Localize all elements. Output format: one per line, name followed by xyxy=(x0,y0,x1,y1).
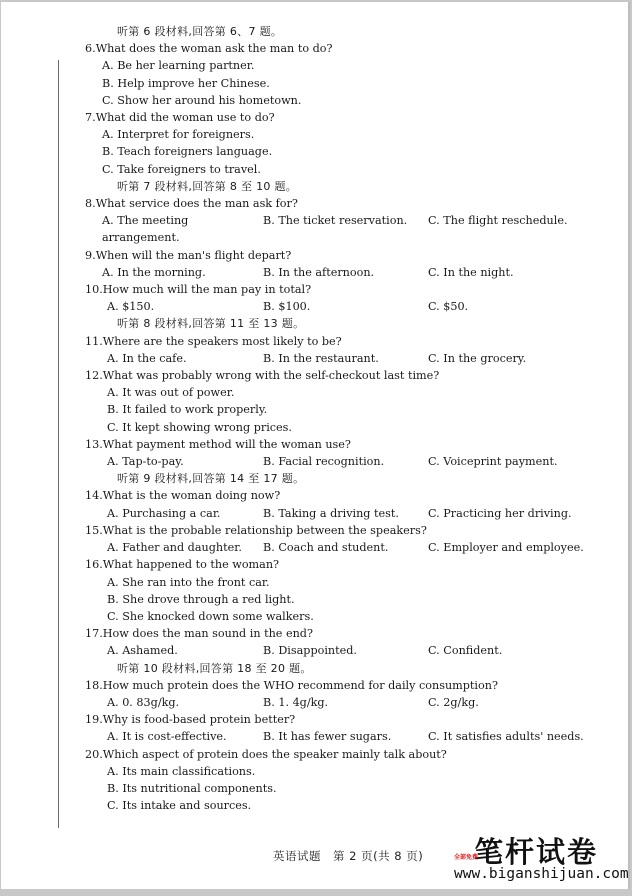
question-18 xyxy=(85,677,605,711)
option-b: B. Coach and student. xyxy=(263,541,389,555)
question-number: 18. xyxy=(85,678,103,692)
question-19 xyxy=(85,711,605,745)
option-b: B. Its nutritional components. xyxy=(107,781,277,795)
question-number: 15. xyxy=(85,523,103,537)
option-a: A. It is cost-effective. xyxy=(107,730,227,744)
option-a: A. It was out of power. xyxy=(107,386,235,400)
option-a: A. The meeting arrangement. xyxy=(102,214,189,245)
question-number: 10. xyxy=(85,283,103,297)
question-16 xyxy=(85,556,605,625)
question-number: 20. xyxy=(85,747,103,761)
option-c: C. Show her around his hometown. xyxy=(102,93,302,107)
option-b: B. She drove through a red light. xyxy=(107,592,295,606)
option-a: A. Father and daughter. xyxy=(107,541,242,555)
option-a: A. $150. xyxy=(107,300,155,314)
option-a: A. Its main classifications. xyxy=(107,764,256,778)
option-c: C. Practicing her driving. xyxy=(428,506,572,520)
question-text: What does the woman ask the man to do? xyxy=(95,42,333,56)
question-13 xyxy=(85,436,605,470)
option-a: A. In the morning. xyxy=(102,265,206,279)
option-b: B. Help improve her Chinese. xyxy=(102,76,270,90)
question-text: Which aspect of protein does the speaker mainly talk about? xyxy=(102,747,447,761)
option-a: A. Tap-to-pay. xyxy=(107,455,184,469)
option-c: C. Take foreigners to travel. xyxy=(102,162,261,176)
option-c: C. Employer and employee. xyxy=(428,541,584,555)
question-text: Where are the speakers most likely to be? xyxy=(102,334,342,348)
question-number: 8. xyxy=(85,197,96,211)
question-text: What is the woman doing now? xyxy=(102,489,281,503)
question-6 xyxy=(85,40,605,109)
option-c: C. In the night. xyxy=(428,265,514,279)
question-text: What was probably wrong with the self-checkout last time? xyxy=(102,369,440,383)
question-15 xyxy=(85,522,605,556)
question-9 xyxy=(85,247,605,281)
question-text: Why is food-based protein better? xyxy=(102,713,296,727)
option-a: A. Purchasing a car. xyxy=(107,506,221,520)
question-12 xyxy=(85,367,605,436)
watermark-url: www.biganshijuan.com xyxy=(454,866,629,882)
option-c: C. The flight reschedule. xyxy=(428,214,568,228)
question-number: 17. xyxy=(85,627,103,641)
section-heading: 听第 7 段材料,回答第 8 至 10 题。 xyxy=(117,179,298,193)
option-c: C. In the grocery. xyxy=(428,351,527,365)
question-number: 14. xyxy=(85,489,103,503)
question-text: How much protein does the WHO recommend for daily consumption? xyxy=(102,678,498,692)
question-11 xyxy=(85,333,605,367)
option-b: B. The ticket reservation. xyxy=(263,214,408,228)
watermark-logo xyxy=(454,830,629,890)
question-17 xyxy=(85,625,605,659)
section-heading: 听第 8 段材料,回答第 11 至 13 题。 xyxy=(117,317,305,331)
option-c: C. Voiceprint payment. xyxy=(428,455,558,469)
option-b: B. It has fewer sugars. xyxy=(263,730,392,744)
question-number: 9. xyxy=(85,248,96,262)
question-text: What service does the man ask for? xyxy=(95,197,298,211)
watermark-title: 笔杆试卷 xyxy=(474,835,599,869)
listening-questions xyxy=(85,23,605,814)
option-b: B. In the restaurant. xyxy=(263,351,379,365)
question-text: What is the probable relationship between the speakers? xyxy=(102,523,427,537)
question-number: 13. xyxy=(85,437,103,451)
option-a: A. She ran into the front car. xyxy=(107,575,270,589)
option-c: C. Its intake and sources. xyxy=(107,799,252,813)
section-heading: 听第 9 段材料,回答第 14 至 17 题。 xyxy=(117,472,305,486)
option-b: B. Teach foreigners language. xyxy=(102,145,273,159)
option-a: A. Interpret for foreigners. xyxy=(102,128,255,142)
option-a: A. 0. 83g/kg. xyxy=(107,695,180,709)
option-b: B. It failed to work properly. xyxy=(107,403,268,417)
question-text: How much will the man pay in total? xyxy=(102,283,312,297)
question-number: 12. xyxy=(85,369,103,383)
option-b: B. Facial recognition. xyxy=(263,455,385,469)
option-b: B. Disappointed. xyxy=(263,644,357,658)
option-c: C. $50. xyxy=(428,300,469,314)
section-heading: 听第 10 段材料,回答第 18 至 20 题。 xyxy=(117,661,312,675)
option-c: C. Confident. xyxy=(428,644,503,658)
question-20 xyxy=(85,746,605,815)
option-c: C. She knocked down some walkers. xyxy=(107,609,314,623)
question-number: 11. xyxy=(85,334,103,348)
question-8 xyxy=(85,195,605,247)
option-a: A. Ashamed. xyxy=(107,644,178,658)
question-number: 7. xyxy=(85,111,96,125)
question-text: What payment method will the woman use? xyxy=(102,437,351,451)
binding-margin-line xyxy=(58,60,59,828)
question-14 xyxy=(85,487,605,521)
question-10 xyxy=(85,281,605,315)
option-a: A. Be her learning partner. xyxy=(102,59,255,73)
option-b: B. 1. 4g/kg. xyxy=(263,695,329,709)
option-c: C. It satisfies adults' needs. xyxy=(428,730,584,744)
question-text: When will the man's flight depart? xyxy=(95,248,292,262)
section-heading: 听第 6 段材料,回答第 6、7 题。 xyxy=(117,25,283,38)
watermark-tag: 全部免费 xyxy=(454,854,479,861)
question-number: 16. xyxy=(85,558,103,572)
exam-page xyxy=(1,2,630,889)
option-c: C. 2g/kg. xyxy=(428,695,479,709)
question-text: What happened to the woman? xyxy=(102,558,280,572)
option-b: B. Taking a driving test. xyxy=(263,506,399,520)
question-text: What did the woman use to do? xyxy=(95,111,275,125)
option-b: B. $100. xyxy=(263,300,311,314)
question-number: 19. xyxy=(85,713,103,727)
page-footer: 英语试题 第 2 页(共 8 页) xyxy=(273,849,424,863)
question-7 xyxy=(85,109,605,178)
option-c: C. It kept showing wrong prices. xyxy=(107,420,292,434)
option-b: B. In the afternoon. xyxy=(263,265,375,279)
option-a: A. In the cafe. xyxy=(107,351,187,365)
question-number: 6. xyxy=(85,42,96,56)
question-text: How does the man sound in the end? xyxy=(102,627,313,641)
